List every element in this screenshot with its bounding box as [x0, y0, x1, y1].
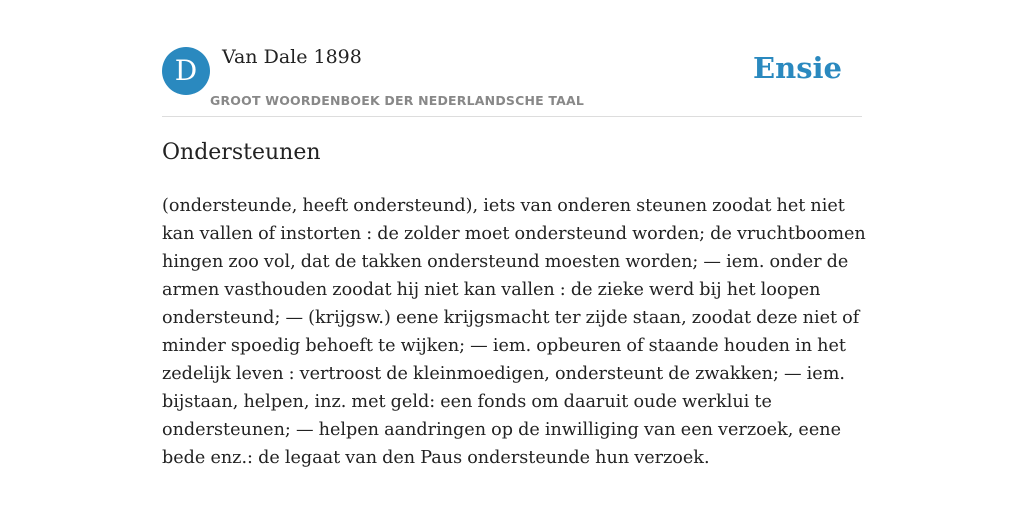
- entry-definition: (ondersteunde, heeft ondersteund), iets van onderen steunen zoodat het niet kan vallen of instorten : de zolder moet ondersteund worden; de vruchtboomen hingen zoo vol, dat de takken ondersteund moesten worden; — iem. onder de armen vasthouden zoodat hij niet kan vallen : de zieke werd bij het loopen ondersteund; — (krijgsw.) eene krijgsmacht ter zijde staan, zoodat deze niet of minder spoedig behoeft te wijken; — iem. opbeuren of staande houden in het zedelijk leven : vertroost de kleinmoedigen, ondersteunt de zwakken; — iem. bijstaan, helpen, inz. met geld: een fonds om daaruit oude werklui te ondersteunen; — helpen aandringen op de inwilliging van een verzoek, eene bede enz.: de legaat van den Paus ondersteunde hun verzoek.: [162, 196, 866, 468]
- source-header: [162, 46, 862, 117]
- entry-headword: Ondersteunen: [162, 140, 321, 165]
- source-title[interactable]: Van Dale 1898: [222, 46, 362, 68]
- source-subtitle: GROOT WOORDENBOEK DER NEDERLANDSCHE TAAL: [210, 93, 585, 108]
- ensie-logo[interactable]: Ensie: [753, 51, 842, 85]
- source-badge[interactable]: D: [162, 47, 210, 95]
